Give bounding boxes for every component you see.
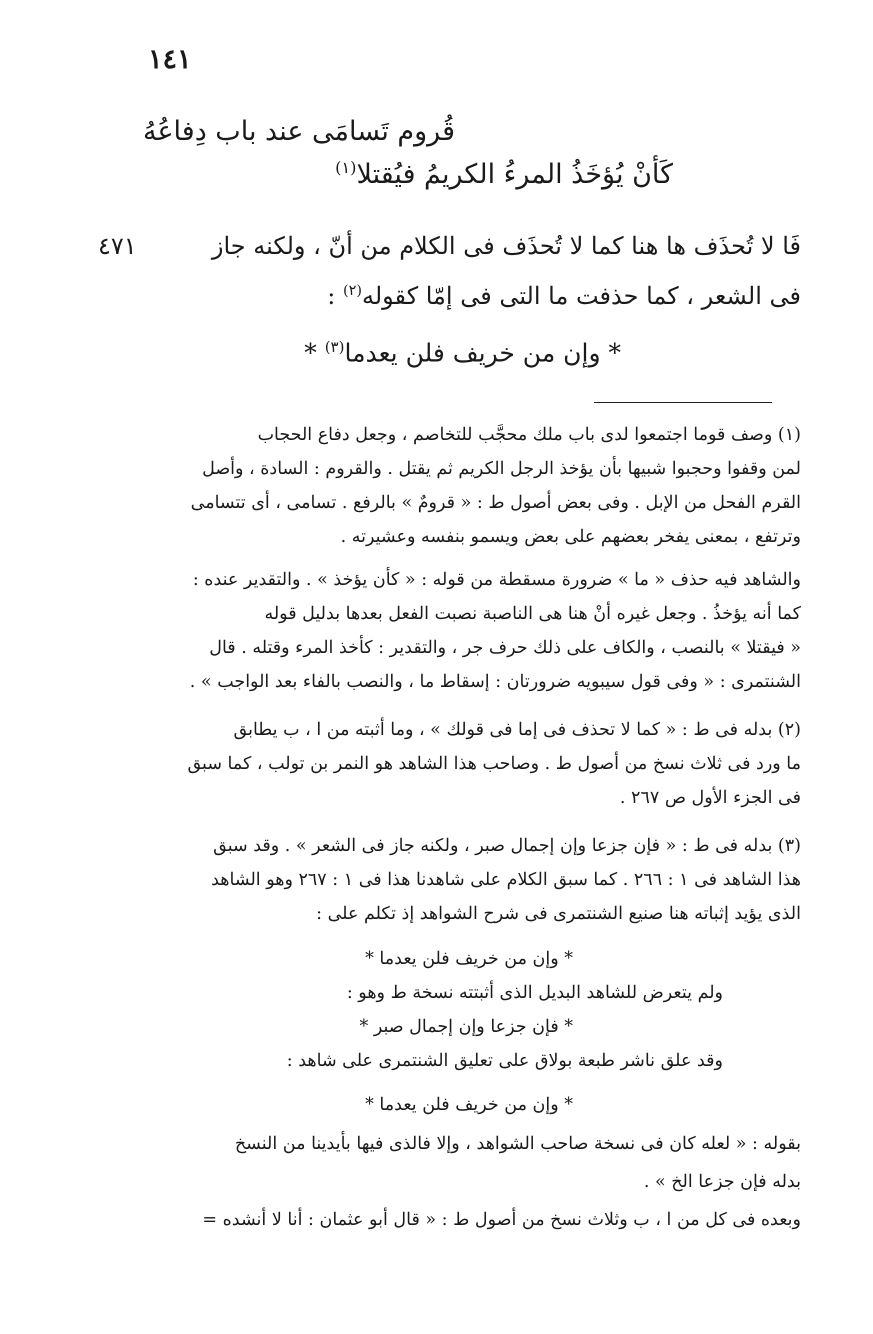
footnote-ref-1: (١) (335, 158, 357, 177)
footnote-line: وترتفع ، بمعنى يفخر بعضهم على بعض ويسمو بنفسه وعشيرته . (340, 527, 801, 547)
body-line-2-text: فى الشعر ، كما حذفت ما التى فى إمّا كقوله (361, 282, 801, 310)
footnote-line: (٣) بدله فى ط : « فإن جزعا وإن إجمال صبر ، ولكنه جاز فى الشعر » . وقد سبق (213, 836, 801, 856)
footnote-line: والشاهد فيه حذف « ما » ضرورة مسقطة من قوله : « كأن يؤخذ » . والتقدير عنده : (192, 570, 801, 590)
footnote-ref-3: (٣) (324, 338, 345, 356)
footnote-line: فى الجزء الأول ص ٢٦٧ . (619, 788, 801, 808)
quoted-verse-text: * وإن من خريف فلن يعدما (344, 338, 621, 368)
verse-line-1: قُروم تَسامَى عند باب دِفاعُهُ (142, 116, 455, 147)
footnote-line: هذا الشاهد فى ١ : ٢٦٦ . كما سبق الكلام على شاهدنا هذا فى ١ : ٢٦٧ وهو الشاهد (211, 870, 801, 890)
footnote-line: لمن وقفوا وحجبوا شبيها بأن يؤخذ الرجل الكريم ثم يقتل . والقروم : السادة ، وأصل (202, 459, 801, 479)
footnote-line: الذى يؤيد إثباته هنا صنيع الشنتمرى فى شرح الشواهد إذ تكلم على : (316, 904, 801, 924)
footnote-line: (٢) بدله فى ط : « كما لا تحذف فى إما فى قولك » ، وما أثبته من ا ، ب يطابق (233, 720, 801, 740)
footnote-line: كما أنه يؤخذُ . وجعل غيره أنْ هنا هى الناصبة نصبت الفعل بعدها بدليل قوله (264, 604, 801, 624)
footnote-ref-2: (٢) (342, 283, 362, 299)
body-line-2-colon: : (327, 282, 343, 310)
footnote-line: ولم يتعرض للشاهد البديل الذى أثبتته نسخة ط وهو : (346, 983, 723, 1003)
quoted-verse-end: * (304, 338, 325, 368)
footnote-line: الشنتمرى : « وفى قول سيبويه ضرورتان : إسقاط ما ، والنصب بالفاء بعد الواجب » . (189, 672, 801, 692)
footnote-line: * وإن من خريف فلن يعدما * (365, 1095, 573, 1115)
footnote-line: * وإن من خريف فلن يعدما * (365, 949, 573, 969)
footnote-line: ما ورد فى ثلاث نسخ من أصول ط . وصاحب هذا الشاهد هو النمر بن تولب ، كما سبق (187, 754, 801, 774)
footnote-line: وقد علق ناشر طبعة بولاق على تعليق الشنتمرى على شاهد : (286, 1051, 723, 1071)
footnote-line: « فيقتلا » بالنصب ، والكاف على ذلك حرف جر ، والتقدير : كأخذ المرء وقتله . قال (209, 638, 801, 658)
footnote-line: القرم الفحل من الإبل . وفى بعض أصول ط : « قرومٌ » بالرفع . تسامى ، أى تتسامى (190, 493, 801, 513)
page-number: ١٤١ (148, 44, 192, 75)
footnote-line: بدله فإن جزعا الخ » . (643, 1172, 801, 1192)
body-line-2 (327, 282, 801, 310)
footnote-line: وبعده فى كل من ا ، ب وثلاث نسخ من أصول ط : « قال أبو عثمان : أنا لا أنشده = (202, 1210, 801, 1230)
footnote-line: (١) وصف قوما اجتمعوا لدى باب ملك محجَّب للتخاصم ، وجعل دفاع الحجاب (257, 425, 801, 445)
footnote-separator (594, 402, 772, 403)
footnote-line: * فإن جزعا وإن إجمال صبر * (359, 1017, 573, 1037)
line-number: ٤٧١ (98, 232, 137, 260)
quoted-verse (304, 338, 621, 367)
verse-line-2 (335, 158, 673, 190)
verse-line-2-text: كَأنْ يُؤخَذُ المرءُ الكريمُ فيُقتلا (356, 159, 673, 190)
body-line-1: فَا لا تُحذَف ها هنا كما لا تُحذَف فى الكلام من أنّ ، ولكنه جاز (211, 232, 801, 260)
footnote-line: بقوله : « لعله كان فى نسخة صاحب الشواهد ، وإلا فالذى فيها بأيدينا من النسخ (234, 1134, 801, 1154)
